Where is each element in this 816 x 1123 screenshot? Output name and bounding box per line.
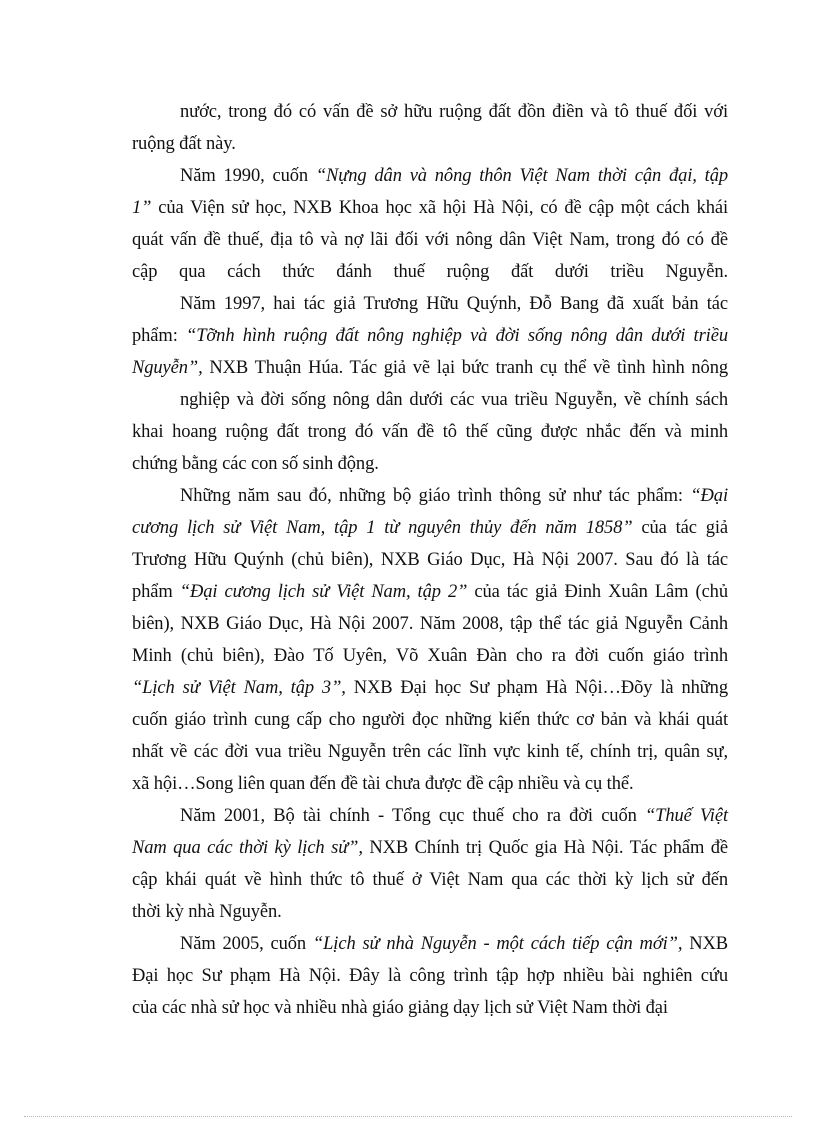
body-text: Những năm sau đó, những bộ giáo trình thông sử như tác phẩm: (180, 486, 691, 506)
text-line-3 (180, 160, 728, 192)
text-line-29 (132, 992, 728, 1024)
text-line-1 (180, 96, 728, 128)
body-text: cuốn giáo trình cung cấp cho người đọc những kiến thức cơ bản và khái quát (132, 710, 728, 730)
text-line-23 (180, 800, 728, 832)
body-text: Năm 1997, hai tác giả Trương Hữu Quýnh, Đỗ Bang đã xuất bản tác (180, 294, 728, 314)
text-line-17 (132, 608, 728, 640)
body-text: biên), NXB Giáo Dục, Hà Nội 2007. Năm 2008, tập thể tác giả Nguyễn Cảnh (132, 614, 728, 634)
italic-title-text: “Lịch sử Việt Nam, tập 3”, (132, 678, 346, 698)
body-text: nghiệp và đời sống nông dân dưới các vua triều Nguyễn, về chính sách (180, 390, 728, 410)
italic-title-text: “Nựng dân và nông thôn Việt Nam thời cận đại, tập (315, 166, 728, 186)
italic-title-text: “Đại cương lịch sử Việt Nam, tập 2” (179, 582, 468, 602)
body-text: của tác giả Đinh Xuân Lâm (chủ (467, 582, 728, 602)
italic-title-text: cương lịch sử Việt Nam, tập 1 từ nguyên thủy đến năm 1858” (132, 518, 633, 538)
page-bottom-divider (24, 1116, 792, 1117)
body-text: nước, trong đó có vấn đề sở hữu ruộng đất đồn điền và tô thuế đối với (180, 102, 728, 122)
body-text: NXB Đại học Sư phạm Hà Nội…Đõy là những (345, 678, 728, 698)
text-line-14 (132, 512, 728, 544)
body-text: nhất về các đời vua triều Nguyễn trên các lĩnh vực kinh tế, chính trị, quân sự, (132, 742, 728, 762)
body-text: xã hội…Song liên quan đến đề tài chưa được đề cập nhiều và cụ thể. (132, 774, 634, 794)
text-line-4 (132, 192, 728, 224)
body-text: cập khái quát về hình thức tô thuế ở Việt Nam qua các thời kỳ lịch sử đến (132, 870, 728, 890)
text-line-5 (132, 224, 728, 256)
italic-title-text: Nguyễn”, (132, 358, 203, 378)
text-line-12 (132, 448, 728, 480)
text-line-22 (132, 768, 728, 800)
body-text: chứng bằng các con số sinh động. (132, 454, 379, 474)
text-line-18 (132, 640, 728, 672)
body-text: NXB Chính trị Quốc gia Hà Nội. Tác phẩm đề (362, 838, 728, 858)
body-text: phẩm (132, 582, 180, 602)
body-text: NXB (682, 934, 728, 954)
body-text: thời kỳ nhà Nguyễn. (132, 902, 282, 922)
body-text: khai hoang ruộng đất trong đó vấn đề tô thế cũng được nhắc đến và minh (132, 422, 728, 442)
text-line-25 (132, 864, 728, 896)
body-text: phẩm: (132, 326, 187, 346)
text-line-9 (132, 352, 728, 384)
text-line-21 (132, 736, 728, 768)
text-line-10 (180, 384, 728, 416)
body-text: ruộng đất này. (132, 134, 236, 154)
text-line-2 (132, 128, 728, 160)
body-text: của Viện sử học, NXB Khoa học xã hội Hà Nội, có đề cập một cách khái (151, 198, 728, 218)
italic-title-text: “Lịch sử nhà Nguyễn - một cách tiếp cận mới”, (312, 934, 683, 954)
text-line-19 (132, 672, 728, 704)
italic-title-text: Nam qua các thời kỳ lịch sử”, (132, 838, 363, 858)
italic-title-text: “Thuế Việt (644, 806, 728, 826)
text-line-15 (132, 544, 728, 576)
body-text: cập qua cách thức đánh thuế ruộng đất dưới triều Nguyễn. (132, 262, 728, 282)
body-text: của tác giả (632, 518, 728, 538)
body-text: Năm 1990, cuốn (180, 166, 316, 186)
body-text: Năm 2001, Bộ tài chính - Tổng cục thuế cho ra đời cuốn (180, 806, 645, 826)
text-line-20 (132, 704, 728, 736)
text-line-6 (132, 256, 728, 288)
body-text: NXB Thuận Húa. Tác giả vẽ lại bức tranh cụ thể về tình hình nông (202, 358, 728, 378)
body-text: của các nhà sử học và nhiều nhà giáo giảng dạy lịch sử Việt Nam thời đại (132, 998, 668, 1018)
text-line-28 (132, 960, 728, 992)
body-text: Năm 2005, cuốn (180, 934, 313, 954)
italic-title-text: “Tỡnh hình ruộng đất nông nghiệp và đời sống nông dân dưới triều (186, 326, 728, 346)
text-line-11 (132, 416, 728, 448)
text-line-26 (132, 896, 728, 928)
italic-title-text: 1” (132, 198, 152, 218)
body-text: Trương Hữu Quýnh (chủ biên), NXB Giáo Dục, Hà Nội 2007. Sau đó là tác (132, 550, 728, 570)
body-text: Minh (chủ biên), Đào Tố Uyên, Võ Xuân Đàn cho ra đời cuốn giáo trình (132, 646, 728, 666)
text-line-24 (132, 832, 728, 864)
body-text: quát vấn đề thuế, địa tô và nợ lãi đối với nông dân Việt Nam, trong đó có đề (132, 230, 728, 250)
text-line-13 (180, 480, 728, 512)
body-text: Đại học Sư phạm Hà Nội. Đây là công trình tập hợp nhiều bài nghiên cứu (132, 966, 728, 986)
text-line-16 (132, 576, 728, 608)
text-line-27 (180, 928, 728, 960)
text-line-7 (180, 288, 728, 320)
italic-title-text: “Đại (690, 486, 728, 506)
text-line-8 (132, 320, 728, 352)
